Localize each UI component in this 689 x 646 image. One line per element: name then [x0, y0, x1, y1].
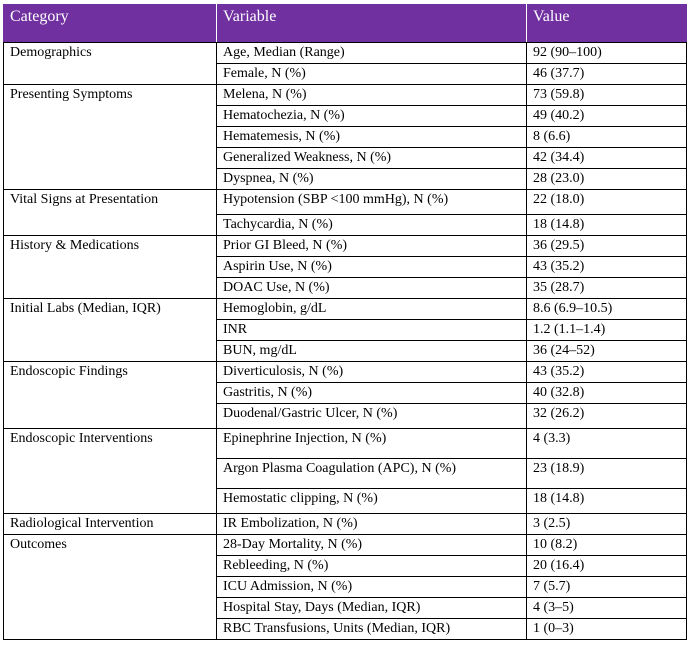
table-header-row — [4, 5, 687, 43]
table-row — [4, 127, 687, 148]
table-body — [4, 43, 687, 640]
cell-category — [4, 148, 217, 169]
cell-value: 8 (6.6) — [527, 127, 687, 148]
cell-category — [4, 556, 217, 577]
header-variable: Variable — [217, 5, 527, 43]
cell-category: Radiological Intervention — [4, 514, 217, 535]
cell-category — [4, 619, 217, 640]
cell-value: 1.2 (1.1–1.4) — [527, 320, 687, 341]
cell-category — [4, 257, 217, 278]
cell-category — [4, 459, 217, 489]
cell-variable: BUN, mg/dL — [217, 341, 527, 362]
cell-category — [4, 215, 217, 236]
cell-category — [4, 341, 217, 362]
cell-category — [4, 278, 217, 299]
cell-category: Initial Labs (Median, IQR) — [4, 299, 217, 320]
table-row — [4, 535, 687, 556]
cell-category: Presenting Symptoms — [4, 85, 217, 106]
cell-category — [4, 169, 217, 190]
table-row — [4, 64, 687, 85]
table-row — [4, 43, 687, 64]
cell-variable: Argon Plasma Coagulation (APC), N (%) — [217, 459, 527, 489]
table-row — [4, 362, 687, 383]
cell-category — [4, 64, 217, 85]
cell-variable: Hematochezia, N (%) — [217, 106, 527, 127]
table-row — [4, 598, 687, 619]
cell-category: Demographics — [4, 43, 217, 64]
table-row — [4, 299, 687, 320]
cell-variable: Gastritis, N (%) — [217, 383, 527, 404]
cell-category — [4, 320, 217, 341]
table-row — [4, 404, 687, 429]
table-row — [4, 341, 687, 362]
table-row — [4, 489, 687, 514]
table-row — [4, 619, 687, 640]
cell-variable: Hemoglobin, g/dL — [217, 299, 527, 320]
table-row — [4, 169, 687, 190]
cell-variable: Hypotension (SBP <100 mmHg), N (%) — [217, 190, 527, 215]
cell-variable: Duodenal/Gastric Ulcer, N (%) — [217, 404, 527, 429]
cell-value: 36 (29.5) — [527, 236, 687, 257]
cell-variable: Female, N (%) — [217, 64, 527, 85]
cell-variable: Age, Median (Range) — [217, 43, 527, 64]
cell-category — [4, 577, 217, 598]
cell-value: 18 (14.8) — [527, 489, 687, 514]
cell-value: 22 (18.0) — [527, 190, 687, 215]
cell-value: 40 (32.8) — [527, 383, 687, 404]
table-row — [4, 148, 687, 169]
cell-variable: Hemostatic clipping, N (%) — [217, 489, 527, 514]
cell-value: 46 (37.7) — [527, 64, 687, 85]
cell-value: 1 (0–3) — [527, 619, 687, 640]
table-row — [4, 383, 687, 404]
cell-variable: Aspirin Use, N (%) — [217, 257, 527, 278]
table-row — [4, 429, 687, 459]
cell-category: Outcomes — [4, 535, 217, 556]
table-row — [4, 459, 687, 489]
table-row — [4, 577, 687, 598]
cell-variable: Tachycardia, N (%) — [217, 215, 527, 236]
cell-value: 36 (24–52) — [527, 341, 687, 362]
cell-category: Vital Signs at Presentation — [4, 190, 217, 215]
table-row — [4, 320, 687, 341]
cell-variable: Hospital Stay, Days (Median, IQR) — [217, 598, 527, 619]
cell-value: 4 (3–5) — [527, 598, 687, 619]
table-row — [4, 257, 687, 278]
cell-variable: IR Embolization, N (%) — [217, 514, 527, 535]
cell-variable: Diverticulosis, N (%) — [217, 362, 527, 383]
cell-variable: Prior GI Bleed, N (%) — [217, 236, 527, 257]
cell-value: 10 (8.2) — [527, 535, 687, 556]
cell-variable: DOAC Use, N (%) — [217, 278, 527, 299]
cell-variable: ICU Admission, N (%) — [217, 577, 527, 598]
table-row — [4, 215, 687, 236]
cell-value: 43 (35.2) — [527, 362, 687, 383]
cell-category — [4, 127, 217, 148]
cell-category: Endoscopic Findings — [4, 362, 217, 383]
table-row — [4, 106, 687, 127]
cell-variable: Dyspnea, N (%) — [217, 169, 527, 190]
header-category: Category — [4, 5, 217, 43]
cell-variable: 28-Day Mortality, N (%) — [217, 535, 527, 556]
cell-variable: Generalized Weakness, N (%) — [217, 148, 527, 169]
cell-category — [4, 106, 217, 127]
cell-value: 28 (23.0) — [527, 169, 687, 190]
cell-value: 35 (28.7) — [527, 278, 687, 299]
cell-value: 42 (34.4) — [527, 148, 687, 169]
cell-variable: Rebleeding, N (%) — [217, 556, 527, 577]
table-row — [4, 556, 687, 577]
cell-category — [4, 383, 217, 404]
table-row — [4, 236, 687, 257]
cell-value: 92 (90–100) — [527, 43, 687, 64]
cell-value: 49 (40.2) — [527, 106, 687, 127]
data-table — [3, 4, 687, 640]
cell-value: 73 (59.8) — [527, 85, 687, 106]
cell-category: Endoscopic Interventions — [4, 429, 217, 459]
cell-value: 3 (2.5) — [527, 514, 687, 535]
table-row — [4, 514, 687, 535]
cell-category — [4, 489, 217, 514]
cell-variable: INR — [217, 320, 527, 341]
table-row — [4, 85, 687, 106]
table-row — [4, 190, 687, 215]
cell-variable: RBC Transfusions, Units (Median, IQR) — [217, 619, 527, 640]
table-row — [4, 278, 687, 299]
cell-category: History & Medications — [4, 236, 217, 257]
cell-value: 8.6 (6.9–10.5) — [527, 299, 687, 320]
cell-variable: Epinephrine Injection, N (%) — [217, 429, 527, 459]
cell-variable: Hematemesis, N (%) — [217, 127, 527, 148]
cell-value: 23 (18.9) — [527, 459, 687, 489]
cell-value: 18 (14.8) — [527, 215, 687, 236]
cell-value: 43 (35.2) — [527, 257, 687, 278]
cell-category — [4, 598, 217, 619]
header-value: Value — [527, 5, 687, 43]
cell-category — [4, 404, 217, 429]
cell-value: 4 (3.3) — [527, 429, 687, 459]
cell-variable: Melena, N (%) — [217, 85, 527, 106]
cell-value: 32 (26.2) — [527, 404, 687, 429]
cell-value: 20 (16.4) — [527, 556, 687, 577]
cell-value: 7 (5.7) — [527, 577, 687, 598]
